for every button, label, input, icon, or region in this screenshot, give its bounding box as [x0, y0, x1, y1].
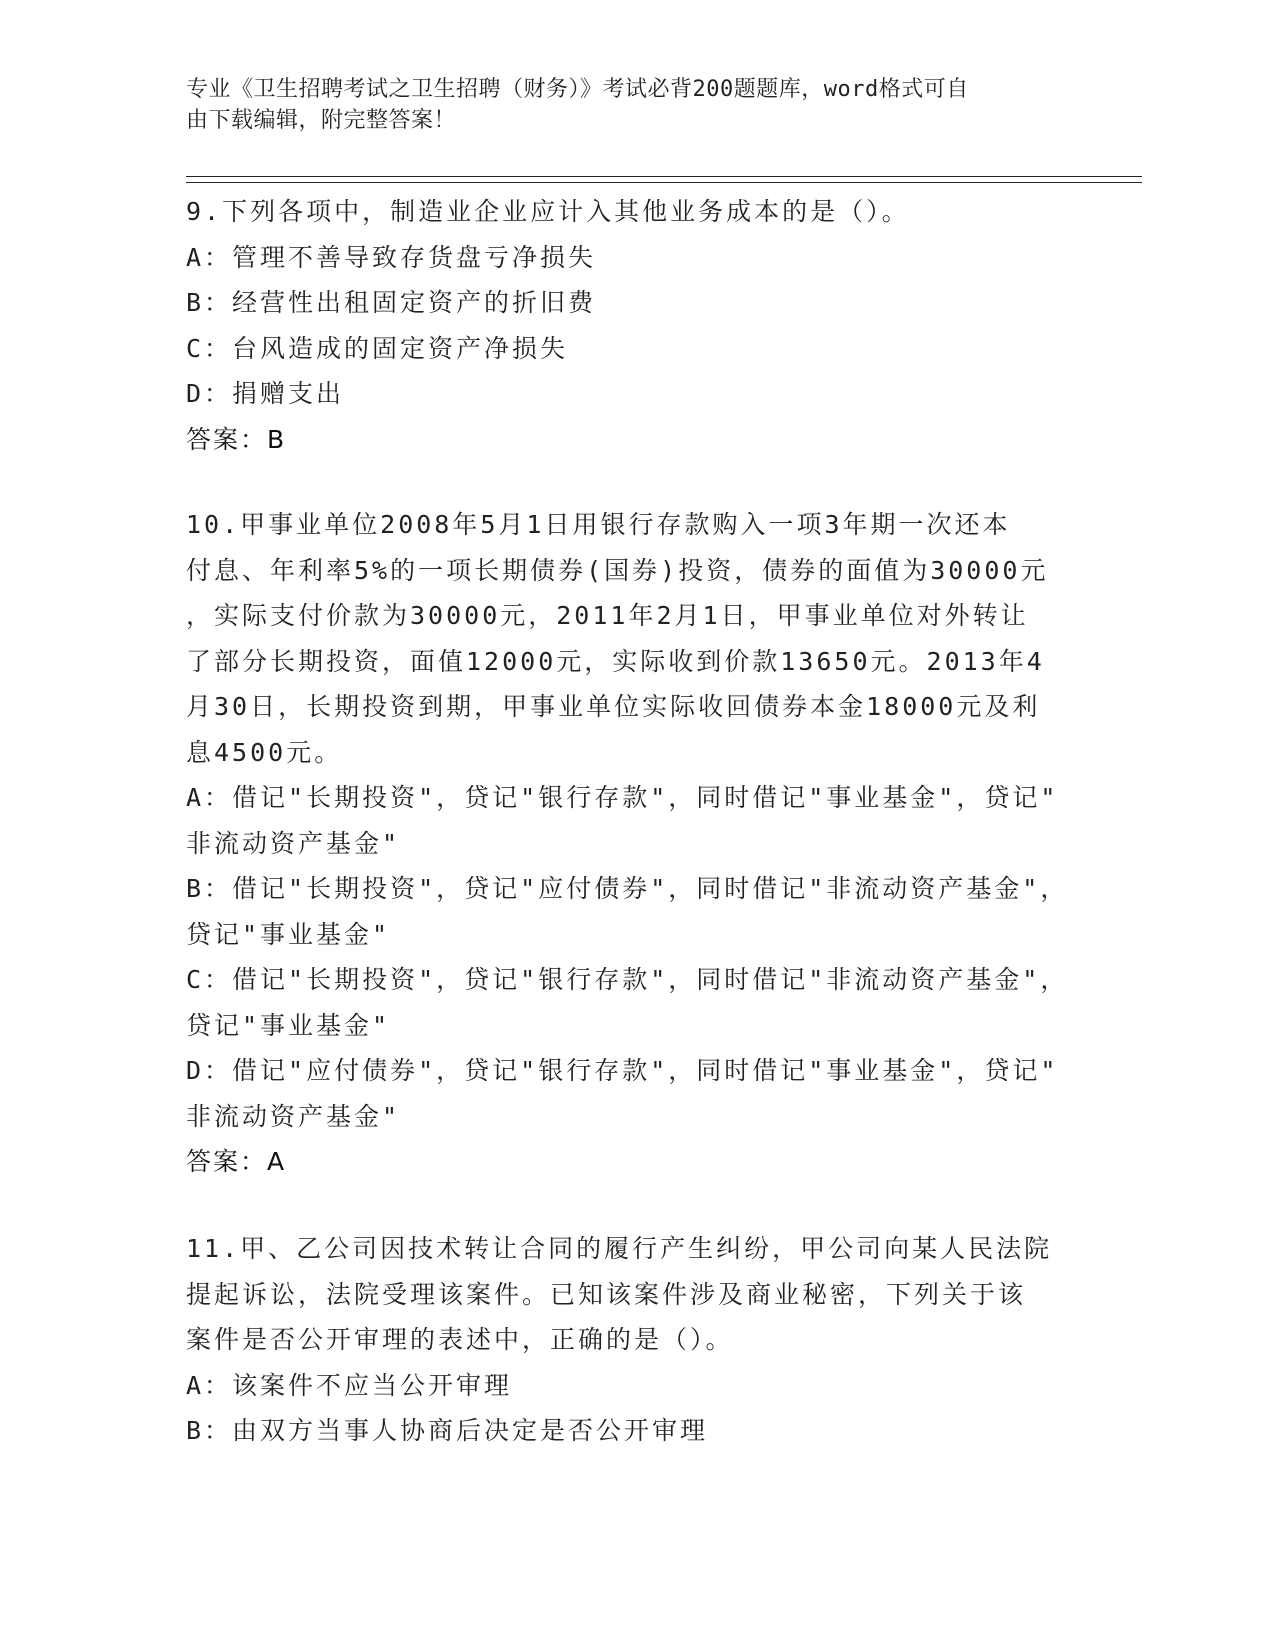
- option-a-continued: 非流动资产基金": [186, 828, 401, 858]
- question-9: [186, 189, 1066, 462]
- header-line-2: 由下载编辑，附完整答案！: [186, 108, 457, 133]
- question-stem-line: 付息、年利率5%的一项长期债券(国券)投资，债券的面值为30000元: [186, 555, 1049, 585]
- answer-label: 答案：B: [186, 424, 287, 454]
- question-stem-line: 案件是否公开审理的表述中，正确的是（）。: [186, 1325, 734, 1354]
- header-divider-bottom: [186, 182, 1142, 183]
- option-b: B：经营性出租固定资产的折旧费: [186, 288, 597, 317]
- question-11: [186, 1226, 1066, 1454]
- question-stem-line: 了部分长期投资，面值12000元，实际收到价款13650元。2013年4: [186, 646, 1045, 676]
- header-divider-top: [186, 176, 1142, 177]
- option-c: C：借记"长期投资"，贷记"银行存款"，同时借记"非流动资产基金"，: [186, 965, 1069, 994]
- question-stem-line: 9.下列各项中，制造业企业应计入其他业务成本的是（）。: [186, 197, 910, 226]
- question-stem-line: 息4500元。: [186, 737, 343, 767]
- option-a: A：该案件不应当公开审理: [186, 1370, 513, 1400]
- option-b-continued: 贷记"事业基金": [186, 919, 391, 949]
- option-c-continued: 贷记"事业基金": [186, 1010, 391, 1040]
- option-d: D：借记"应付债券"，贷记"银行存款"，同时借记"事业基金"，贷记": [186, 1056, 1059, 1085]
- question-stem-line: 提起诉讼，法院受理该案件。已知该案件涉及商业秘密，下列关于该: [186, 1279, 1027, 1309]
- document-header: [186, 74, 1066, 136]
- question-stem-line: 11.甲、乙公司因技术转让合同的履行产生纠纷，甲公司向某人民法院: [186, 1234, 1053, 1263]
- question-stem-line: 10.甲事业单位2008年5月1日用银行存款购入一项3年期一次还本: [186, 510, 1011, 539]
- option-c: C：台风造成的固定资产净损失: [186, 333, 569, 363]
- option-b: B：借记"长期投资"，贷记"应付债券"，同时借记"非流动资产基金"，: [186, 874, 1069, 903]
- option-d: D：捐赠支出: [186, 379, 345, 408]
- option-a: A：借记"长期投资"，贷记"银行存款"，同时借记"事业基金"，贷记": [186, 783, 1059, 812]
- answer-label: 答案：A: [186, 1147, 287, 1176]
- option-a: A：管理不善导致存货盘亏净损失: [186, 242, 597, 272]
- question-stem-line: 月30日，长期投资到期，甲事业单位实际收回债券本金18000元及利: [186, 692, 1041, 721]
- option-d-continued: 非流动资产基金": [186, 1101, 401, 1131]
- question-10: [186, 502, 1069, 1185]
- question-stem-line: ，实际支付价款为30000元，2011年2月1日，甲事业单位对外转让: [186, 601, 1029, 630]
- option-b: B：由双方当事人协商后决定是否公开审理: [186, 1416, 709, 1445]
- header-line-1: 专业《卫生招聘考试之卫生招聘（财务）》考试必背200题题库，word格式可自: [186, 77, 969, 102]
